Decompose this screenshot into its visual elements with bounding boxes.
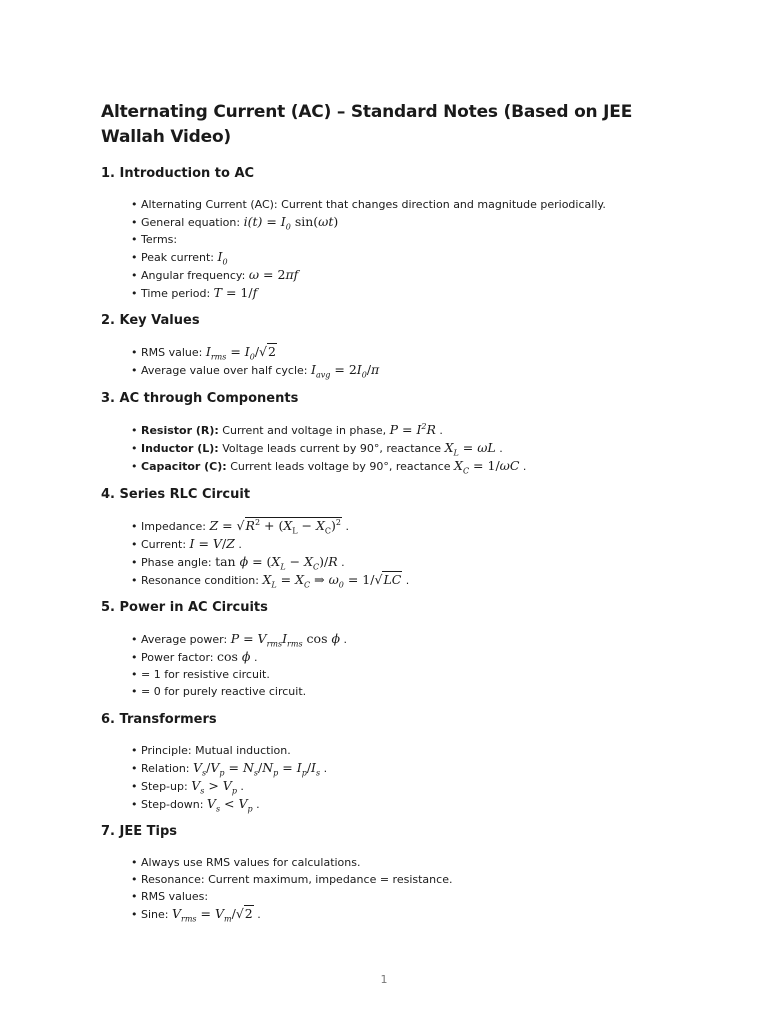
list-item: • Capacitor (C): Current leads voltage by 90°, reactance $X_C = 1/\omega C$ . — [131, 458, 527, 476]
math-formula: ω = 2πf — [248, 267, 299, 282]
math-formula: $\tan \phi = (X_L - X_C)/R$ — [215, 554, 338, 572]
list-item: • Resonance condition: $X_L = X_C$ ⇒ $\omega_0 = 1/√LC$ . — [131, 572, 410, 590]
list-item: • RMS values: — [131, 890, 209, 903]
list-item: • Sine: $V_{rms} = V_m/√2$ . — [131, 906, 261, 924]
section-jee-tips — [101, 824, 701, 923]
list-item: • Peak current: $I_0$ — [131, 249, 228, 267]
section-power — [101, 600, 701, 700]
list-item: • Average power: $P = V_{rms}I_{rms}$ cos ϕ . — [131, 631, 347, 649]
math-formula: $X_L = X_C$ ⇒ $\omega_0 = 1/√LC$ — [262, 572, 402, 590]
list-item: • Terms: — [131, 233, 178, 246]
math-formula: $X_L = \omega L$ — [444, 440, 496, 458]
math-formula: cos ϕ — [217, 649, 251, 664]
section-series-rlc — [101, 487, 701, 589]
list-item: • Power factor: cos ϕ . — [131, 649, 258, 664]
list-item: • Angular frequency: ω = 2πf — [131, 267, 299, 282]
bullet-list — [101, 742, 701, 813]
section-heading: 1. Introduction to AC — [101, 166, 255, 181]
page-number: 1 — [380, 973, 388, 986]
math-formula: $V_s > V_p$ — [191, 778, 237, 796]
bullet-list — [101, 196, 701, 302]
list-item: • RMS value: $I_{rms} = I_0/√2$ — [131, 344, 276, 362]
math-formula: $I_{avg} = 2I_0/\pi$ — [311, 362, 380, 380]
list-item: • Impedance: $Z = √R^2 + (X_L - X_C)^2$ . — [131, 517, 350, 536]
section-heading: 4. Series RLC Circuit — [101, 487, 251, 502]
section-key-values — [101, 313, 701, 379]
bullet-list — [101, 854, 701, 923]
section-introduction — [101, 166, 701, 302]
section-heading: 3. AC through Components — [101, 391, 299, 406]
list-item: • General equation: $i(t) = I_0$ sin(ωt) — [131, 214, 339, 232]
bullet-list — [101, 517, 701, 589]
math-formula: T = 1/f — [213, 285, 258, 300]
bullet-list — [101, 343, 701, 379]
bullet-list — [101, 421, 701, 475]
list-item: • Phase angle: $\tan \phi = (X_L - X_C)/R$ . — [131, 554, 345, 572]
math-formula: $V_s/V_p = N_s/N_p = I_p/I_s$ — [193, 760, 321, 778]
section-heading: 6. Transformers — [101, 712, 217, 727]
list-item: • Resistor (R): Current and voltage in phase, $P = I^2R$ . — [131, 421, 443, 437]
math-formula: I = V/Z — [189, 536, 235, 551]
math-formula: $I_0$ — [217, 249, 228, 267]
list-item: • Relation: $V_s/V_p = N_s/N_p = I_p/I_s$ . — [131, 760, 328, 778]
list-item: • Current: I = V/Z . — [131, 536, 242, 551]
section-components — [101, 391, 701, 475]
math-formula: $i(t) = I_0$ sin(ωt) — [243, 214, 339, 232]
list-item: • Time period: T = 1/f — [131, 285, 258, 300]
list-item: • Average value over half cycle: $I_{avg} = 2I_0/\pi$ — [131, 362, 380, 380]
math-formula: $I_{rms} = I_0/√2$ — [205, 344, 276, 362]
list-item: • Step-down: $V_s < V_p$ . — [131, 796, 260, 814]
math-formula: $V_{rms} = V_m/√2$ — [171, 906, 253, 924]
math-formula: $X_C = 1/\omega C$ — [454, 458, 520, 476]
list-item: • Alternating Current (AC): Current that changes direction and magnitude periodically. — [131, 198, 606, 211]
list-item: • Inductor (L): Voltage leads current by 90°, reactance $X_L = \omega L$ . — [131, 440, 503, 458]
math-formula: $P = V_{rms}I_{rms}$ cos ϕ — [230, 631, 340, 649]
math-formula: $Z = √R^2 + (X_L - X_C)^2$ — [209, 517, 342, 536]
section-heading: 5. Power in AC Circuits — [101, 600, 268, 615]
list-item: • = 1 for resistive circuit. — [131, 668, 270, 681]
list-item: • = 0 for purely reactive circuit. — [131, 685, 307, 698]
section-heading: 7. JEE Tips — [101, 824, 178, 839]
list-item: • Step-up: $V_s > V_p$ . — [131, 778, 244, 796]
math-formula: $V_s < V_p$ — [206, 796, 253, 814]
section-transformers — [101, 712, 701, 813]
math-formula: $P = I^2R$ — [389, 421, 436, 437]
bullet-list — [101, 630, 701, 700]
section-heading: 2. Key Values — [101, 313, 200, 328]
list-item: • Always use RMS values for calculations. — [131, 856, 361, 869]
list-item: • Principle: Mutual induction. — [131, 744, 291, 757]
page-title: Alternating Current (AC) – Standard Notes (Based on JEE Wallah Video) — [101, 102, 633, 147]
list-item: • Resonance: Current maximum, impedance = resistance. — [131, 873, 453, 886]
